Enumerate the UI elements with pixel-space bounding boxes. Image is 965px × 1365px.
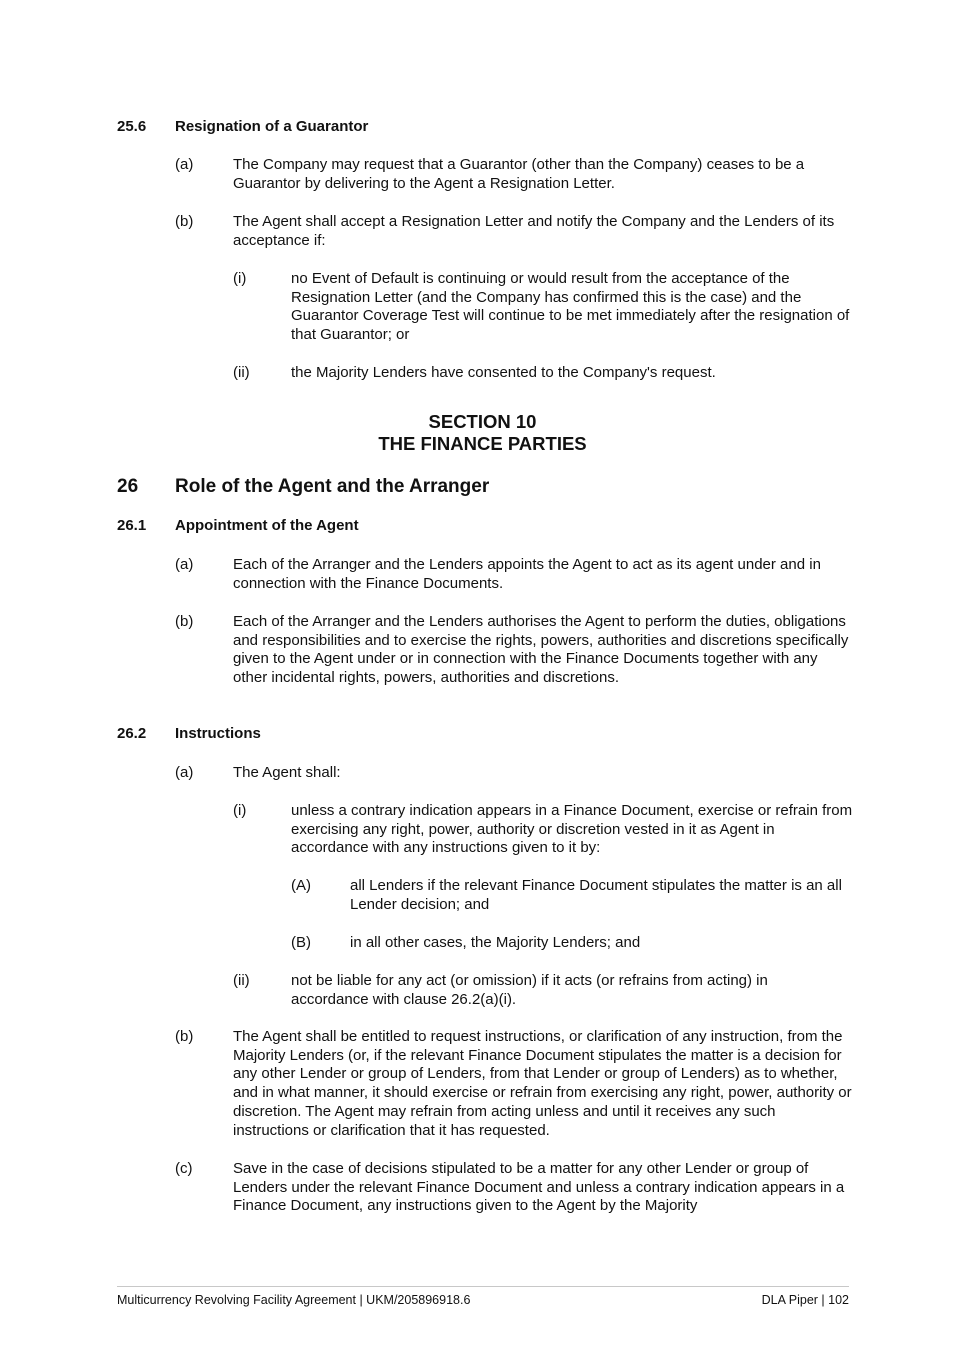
subclause-number: 26.1 [117,517,147,534]
paragraph-text: in all other cases, the Majority Lenders; and [350,934,641,951]
paragraph-text: Save in the case of decisions stipulated to be a matter for any other Lender or group of Lenders under the relevant Finance Document and unless a contrary indication appears in a Finance Document, any instructions given to the Agent by the Majority [233,1160,845,1215]
subclause-title: Appointment of the Agent [175,517,359,534]
paragraph-label: (ii) [233,972,250,989]
paragraph-label: (a) [175,764,194,781]
section-heading-line2: THE FINANCE PARTIES [378,433,587,454]
subclause-number: 26.2 [117,725,147,742]
footer-page-number: DLA Piper | 102 [761,1293,849,1307]
paragraph-label: (a) [175,156,194,173]
paragraph-text: unless a contrary indication appears in a Finance Document, exercise or refrain from exercising any right, power, authority or discretion vested in it as Agent in accordance with any instructions given to it by: [291,802,853,857]
paragraph-text: The Agent shall be entitled to request instructions, or clarification of any instruction, from the Majority Lenders (or, if the relevant Finance Document stipulates the matter is a decision for any other Lender or group of Lenders, from that Lender or group of Lenders) as to whether, and in what manner, it should exercise or refrain from exercising any right, power, authority or discretion. The Agent may refrain from acting unless and until it receives any such instructions or clarification that it has requested. [233,1028,852,1139]
paragraph-label: (i) [233,270,247,287]
paragraph-text: Each of the Arranger and the Lenders authorises the Agent to perform the duties, obligations and responsibilities and to exercise the rights, powers, authorities and discretions specifically given to the Agent under or in connection with the Finance Documents together with any other incidental rights, powers, authorities and discretions. [233,613,849,687]
paragraph-text: Each of the Arranger and the Lenders appoints the Agent to act as its agent under and in connection with the Finance Documents. [233,556,821,592]
paragraph-label: (B) [291,934,311,951]
clause-number: 26 [117,476,139,497]
paragraph-label: (a) [175,556,194,573]
subclause-title: Instructions [175,725,261,742]
paragraph-label: (b) [175,1028,194,1045]
paragraph-text: all Lenders if the relevant Finance Document stipulates the matter is an all Lender decision; and [350,877,842,913]
paragraph-label: (ii) [233,364,250,381]
paragraph-text: the Majority Lenders have consented to the Company's request. [291,364,716,381]
paragraph-text: not be liable for any act (or omission) if it acts (or refrains from acting) in accordance with clause 26.2(a)(i). [291,972,768,1008]
paragraph-label: (b) [175,213,194,230]
paragraph-text: The Company may request that a Guarantor (other than the Company) ceases to be a Guarantor by delivering to the Agent a Resignation Letter. [233,156,805,192]
paragraph-label: (i) [233,802,247,819]
paragraph-text: The Agent shall: [233,764,341,781]
paragraph-text: The Agent shall accept a Resignation Letter and notify the Company and the Lenders of its acceptance if: [233,213,835,249]
clause-title: Role of the Agent and the Arranger [175,476,490,497]
footer-divider [117,1286,849,1287]
subclause-number: 25.6 [117,118,147,135]
paragraph-label: (A) [291,877,311,894]
section-heading-line1: SECTION 10 [428,411,537,432]
paragraph-label: (b) [175,613,194,630]
subclause-title: Resignation of a Guarantor [175,118,369,135]
paragraph-label: (c) [175,1160,193,1177]
paragraph-text: no Event of Default is continuing or would result from the acceptance of the Resignation Letter (and the Company has confirmed this is the case) and the Guarantor Coverage Test will continue to be met immediately after the resignation of that Guarantor; or [291,270,850,344]
footer-document-reference: Multicurrency Revolving Facility Agreement | UKM/205896918.6 [117,1293,471,1307]
